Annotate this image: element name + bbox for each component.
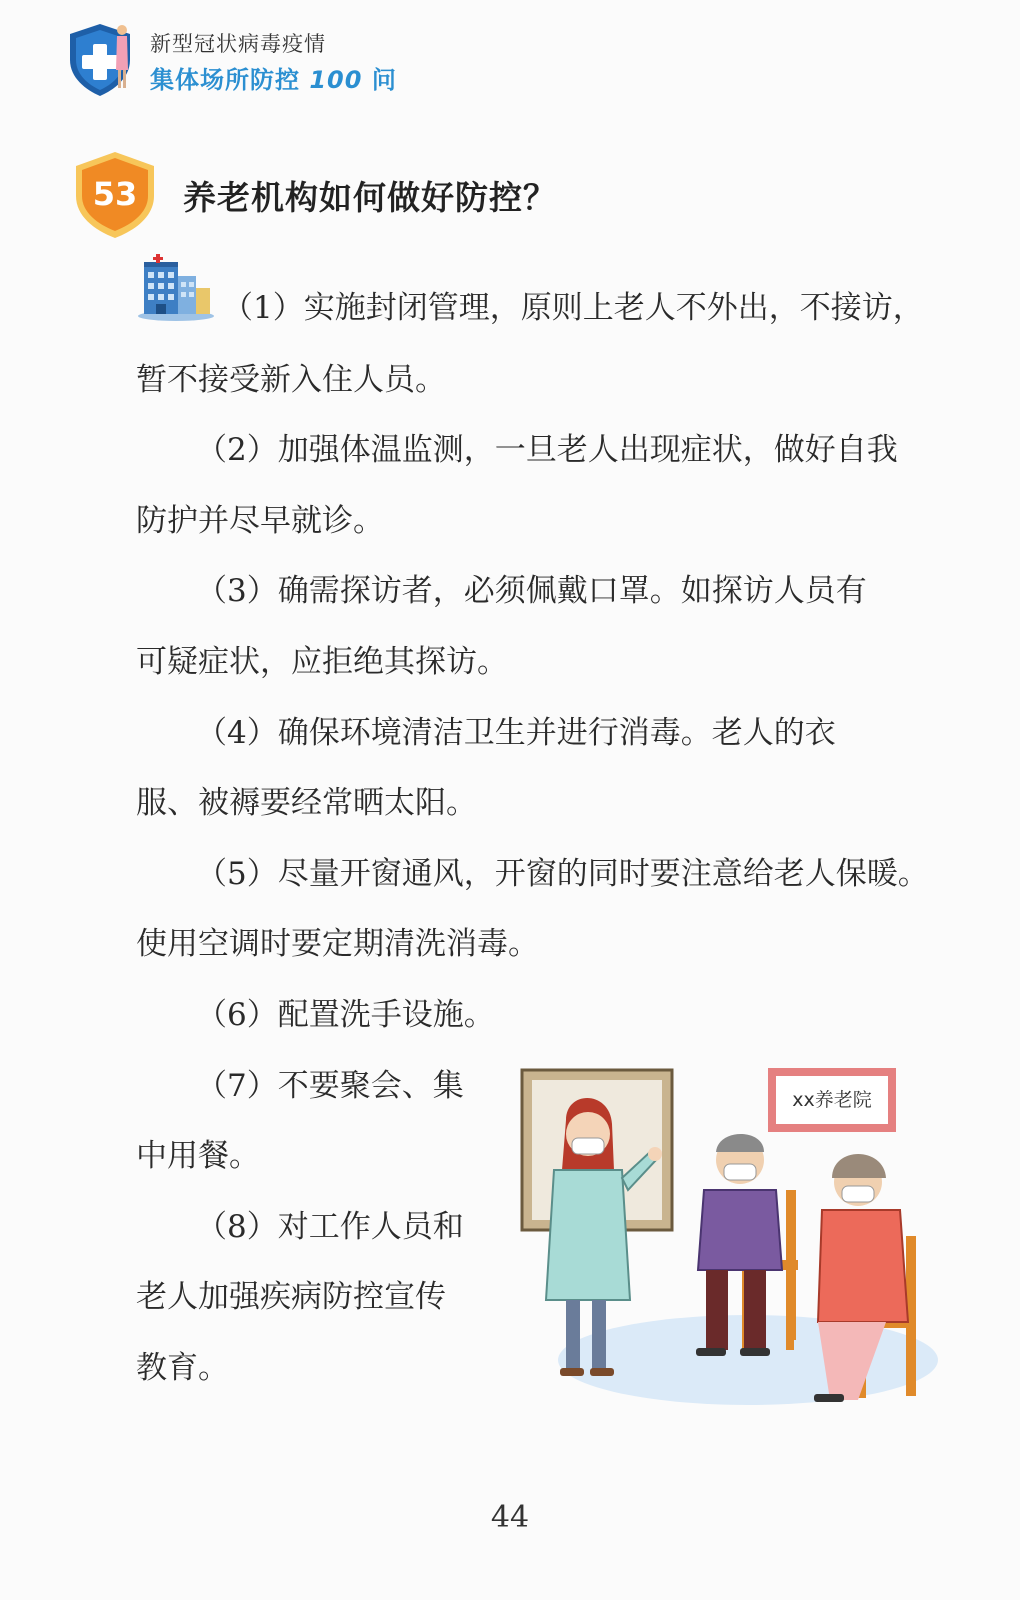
question-number-badge (72, 150, 158, 244)
page-number: 44 (490, 1500, 530, 1535)
paragraph-3-line-1: （3）确需探访者，必须佩戴口罩。如探访人员有 (196, 573, 867, 609)
paragraph-5-line-2: 使用空调时要定期清洗消毒。 (136, 926, 539, 962)
paragraph-8-line-1: （8）对工作人员和 (196, 1209, 464, 1245)
paragraph-2-line-1: （2）加强体温监测，一旦老人出现症状，做好自我 (196, 432, 898, 468)
paragraph-1-line-2: 暂不接受新入住人员。 (136, 362, 446, 398)
paragraph-2-line-2: 防护并尽早就诊。 (136, 503, 384, 539)
paragraph-8-line-3: 教育。 (136, 1350, 229, 1386)
building-icon (136, 252, 216, 326)
header-subtitle: 新型冠状病毒疫情 (150, 32, 326, 56)
paragraph-7-line-2: 中用餐。 (136, 1138, 260, 1174)
paragraph-4-line-1: （4）确保环境清洁卫生并进行消毒。老人的衣 (196, 715, 836, 751)
paragraph-7-line-1: （7）不要聚会、集 (196, 1068, 464, 1104)
header-title-prefix: 集体场所防控 (150, 66, 300, 94)
question-number: 53 (92, 175, 138, 213)
paragraph-3-line-2: 可疑症状，应拒绝其探访。 (136, 644, 508, 680)
paragraph-5-line-1: （5）尽量开窗通风，开窗的同时要注意给老人保暖。 (196, 856, 929, 892)
paragraph-4-line-2: 服、被褥要经常晒太阳。 (136, 785, 477, 821)
paragraph-1-line-1: （1）实施封闭管理，原则上老人不外出，不接访， (222, 290, 924, 326)
nursing-home-illustration (518, 1060, 938, 1414)
header-title-suffix: 问 (371, 66, 397, 94)
header-main-title (150, 60, 397, 95)
question-title: 养老机构如何做好防控？ (183, 178, 557, 217)
header-title (150, 28, 397, 95)
shield-logo-icon (62, 20, 142, 104)
header-title-number: 100 (309, 66, 363, 94)
nursing-home-sign: xx养老院 (792, 1089, 872, 1111)
paragraph-8-line-2: 老人加强疾病防控宣传 (136, 1279, 446, 1315)
paragraph-6-line-1: （6）配置洗手设施。 (196, 997, 495, 1033)
